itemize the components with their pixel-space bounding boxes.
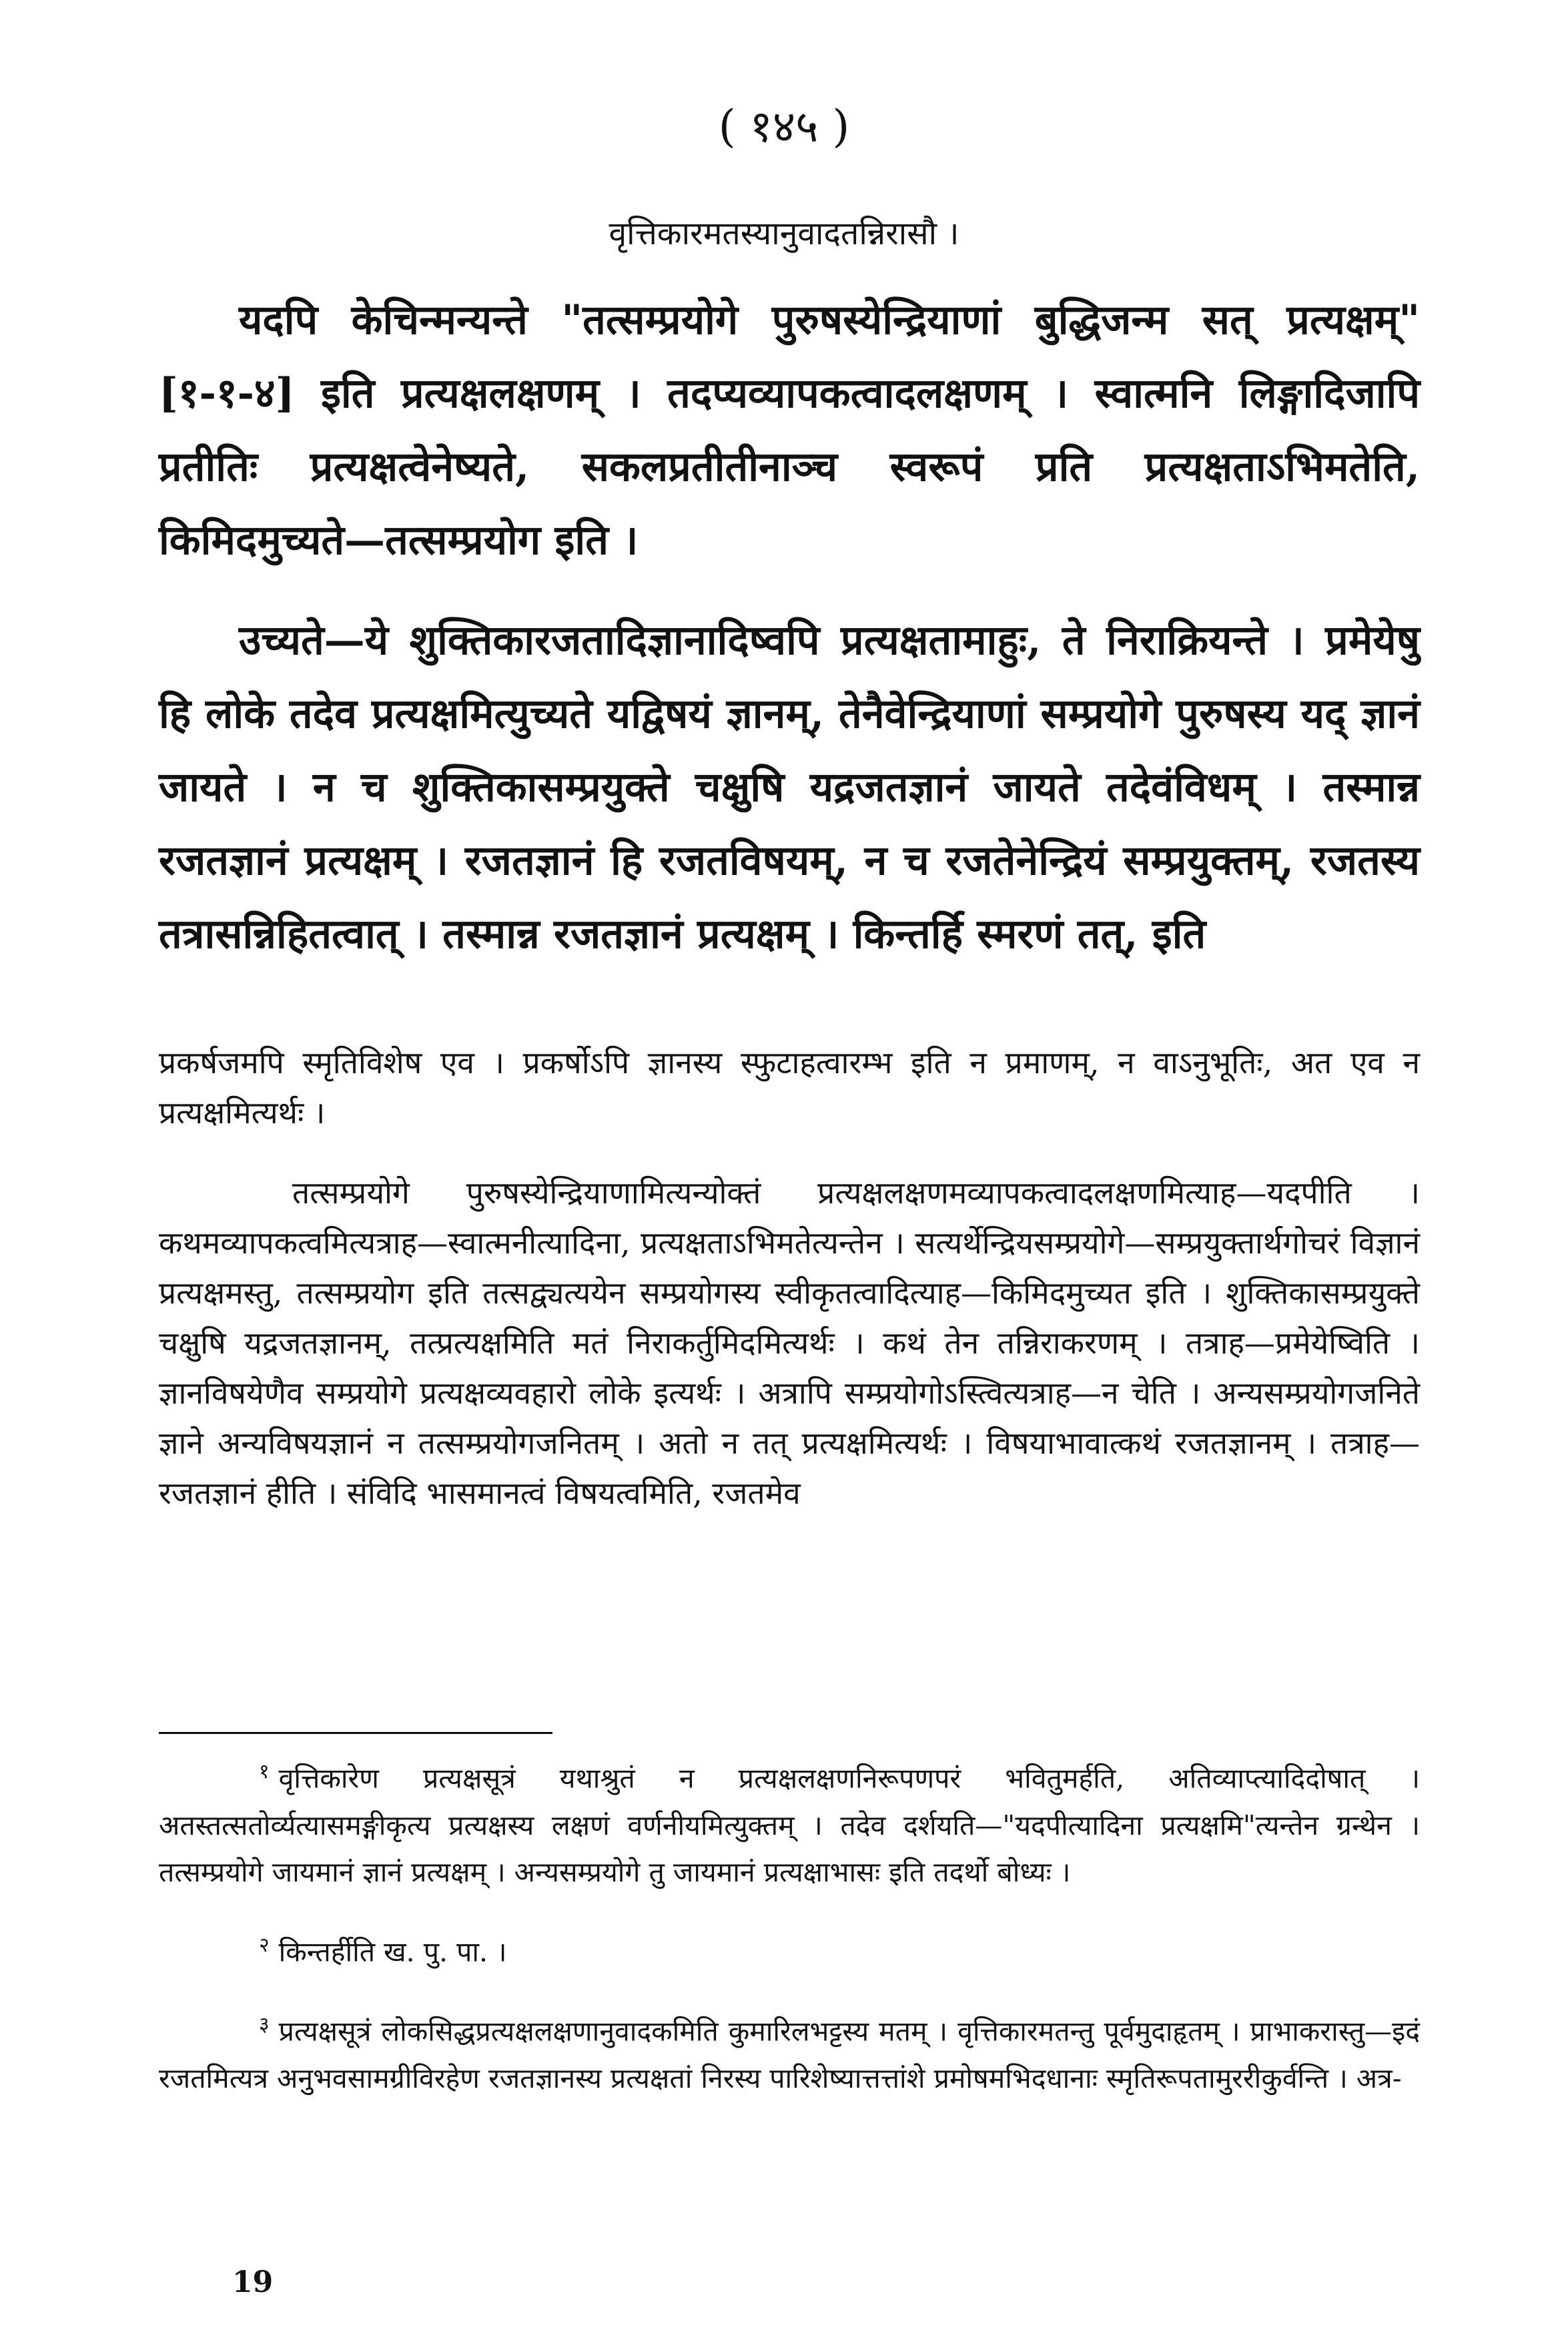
footnote-marker: १	[259, 1760, 270, 1783]
commentary-paragraph: प्रकर्षजमपि स्मृतिविशेष एव । प्रकर्षोऽपि ज्ञानस्य स्फुटाहत्वारम्भ इति न प्रमाणम्, न वाऽनुभूतिः, अत एव न प्रत्यक्षमित्यर्थः ।	[159, 1045, 1420, 1131]
footnote-text: किन्तर्हीति ख. पु. पा. ।	[278, 1936, 507, 1968]
footnote	[159, 1749, 1420, 1895]
footnote-text: प्रत्यक्षसूत्रं लोकसिद्धप्रत्यक्षलक्षणानुवादकमिति कुमारिलभट्टस्य मतम् । वृत्तिकारमतन्तु पूर्वमुदाहृतम् । प्राभाकरास्तु—इदं रजतमित्यत्र अनुभवसामग्रीविरहेण रजतज्ञानस्य प्रत्यक्षतां निरस्य पारिशेष्यात्तत्तांशे प्रमोषमभिदधानाः स्मृतिरूपतामुररीकुर्वन्ति । अत्र-	[159, 2015, 1420, 2094]
folio-number: 19	[232, 2265, 274, 2299]
main-paragraph: उच्यते—ये शुक्तिकारजतादिज्ञानादिष्वपि प्रत्यक्षतामाहुः, ते निराक्रियन्ते । प्रमेयेषु हि लोके तदेव प्रत्यक्षमित्युच्यते यद्विषयं ज्ञानम्, तेनैवेन्द्रियाणां सम्प्रयोगे पुरुषस्य यद् ज्ञानं जायते । न च शुक्तिकासम्प्रयुक्ते चक्षुषि यद्रजतज्ञानं जायते तदेवंविधम् । तस्मान्न रजतज्ञानं प्रत्यक्षम् । रजतज्ञानं हि रजतविषयम्, न च रजतेनेन्द्रियं सम्प्रयुक्तम्, रजतस्य तत्रासन्निहितत्वात् । तस्मान्न रजतज्ञानं प्रत्यक्षम् । किन्तर्हि स्मरणं तत्, इति	[159, 617, 1420, 958]
section-heading: वृत्तिकारमतस्यानुवादतन्निरासौ ।	[609, 215, 959, 252]
main-paragraph: यदपि केचिन्मन्यन्ते "तत्सम्प्रयोगे पुरुषस्येन्द्रियाणां बुद्धिजन्म सत् प्रत्यक्षम्" [१-१-४] इति प्रत्यक्षलक्षणम् । तदप्यव्यापकत्वादलक्षणम् । स्वात्मनि लिङ्गादिजापि प्रतीतिः प्रत्यक्षत्वेनेष्यते, सकलप्रतीतीनाञ्च स्वरूपं प्रति प्रत्यक्षताऽभिमतेति, किमिदमुच्यते—तत्सम्प्रयोग इति ।	[159, 296, 1420, 564]
footnote-divider	[159, 1732, 552, 1734]
footnote-marker: ३	[259, 2013, 270, 2037]
commentary	[159, 1038, 1420, 1518]
footnote	[159, 1922, 1420, 1976]
main-text	[159, 257, 1420, 971]
footnote	[159, 2002, 1420, 2102]
footnote-marker: २	[259, 1933, 270, 1957]
footnotes	[159, 1749, 1420, 2128]
page-number: ( १४५ )	[718, 101, 850, 152]
footnote-text: वृत्तिकारेण प्रत्यक्षसूत्रं यथाश्रुतं न प्रत्यक्षलक्षणनिरूपणपरं भवितुमर्हति, अतिव्याप्त्यादिदोषात् । अतस्तत्सतोर्व्यत्यासमङ्गीकृत्य प्रत्यक्षस्य लक्षणं वर्णनीयमित्युक्तम् । तदेव दर्शयति—"यदपीत्यादिना प्रत्यक्षमि"त्यन्तेन ग्रन्थेन । तत्सम्प्रयोगे जायमानं ज्ञानं प्रत्यक्षम् । अन्यसम्प्रयोगे तु जायमानं प्रत्यक्षाभासः इति तदर्थो बोध्यः ।	[159, 1762, 1420, 1888]
commentary-paragraph: तत्सम्प्रयोगे पुरुषस्येन्द्रियाणामित्यन्योक्तं प्रत्यक्षलक्षणमव्यापकत्वादलक्षणमित्याह—यदपीति । कथमव्यापकत्वमित्यत्राह—स्वात्मनीत्यादिना, प्रत्यक्षताऽभिमतेत्यन्तेन । सत्यर्थेन्द्रियसम्प्रयोगे—सम्प्रयुक्तार्थगोचरं विज्ञानं प्रत्यक्षमस्तु, तत्सम्प्रयोग इति तत्सद्व्यत्ययेन सम्प्रयोगस्य स्वीकृतत्वादित्याह—किमिदमुच्यत इति । शुक्तिकासम्प्रयुक्ते चक्षुषि यद्रजतज्ञानम्, तत्प्रत्यक्षमिति मतं निराकर्तुमिदमित्यर्थः । कथं तेन तन्निराकरणम् । तत्राह—प्रमेयेष्विति । ज्ञानविषयेणैव सम्प्रयोगे प्रत्यक्षव्यवहारो लोके इत्यर्थः । अत्रापि सम्प्रयोगोऽस्त्वित्यत्राह—न चेति । अन्यसम्प्रयोगजनिते ज्ञाने अन्यविषयज्ञानं न तत्सम्प्रयोगजनितम् । अतो न तत् प्रत्यक्षमित्यर्थः । विषयाभावात्कथं रजतज्ञानम् । तत्राह—रजतज्ञानं हीति । संविदि भासमानत्वं विषयत्वमिति, रजतमेव	[159, 1175, 1420, 1511]
